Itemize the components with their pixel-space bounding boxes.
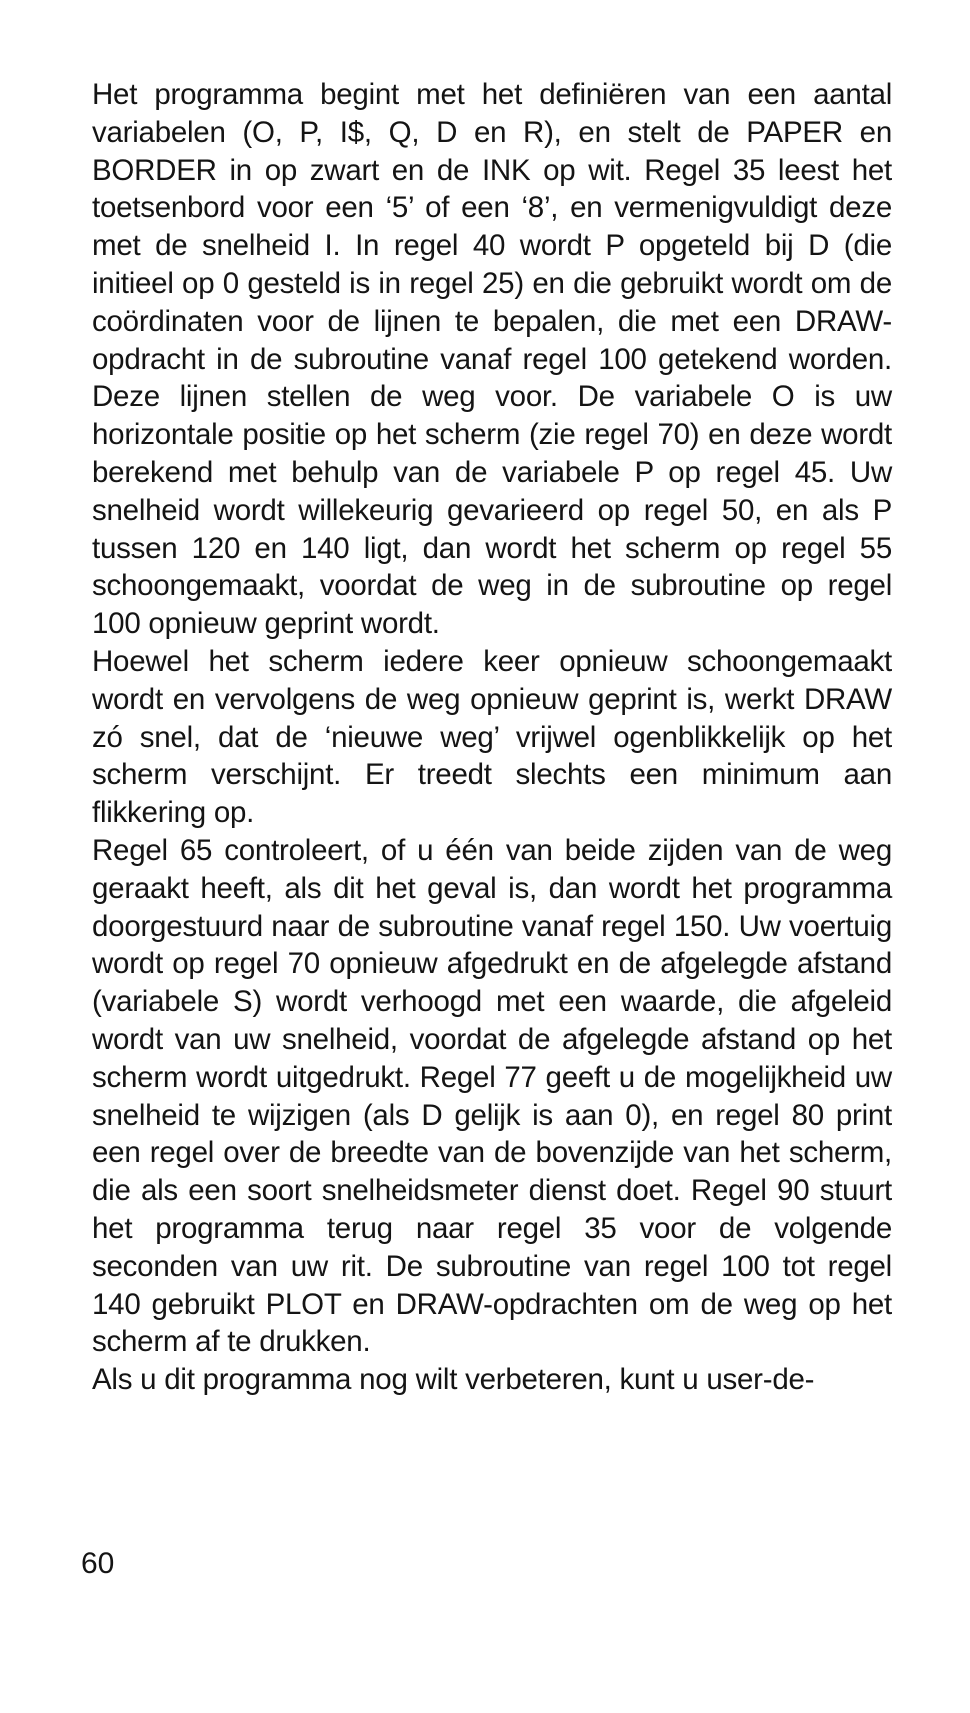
paragraph-improvements: Als u dit programma nog wilt verbeteren, kunt u user-de-	[92, 1363, 815, 1397]
page-number: 60	[81, 1547, 115, 1580]
body-text	[92, 76, 892, 1399]
paragraph-line-explanations: Regel 65 controleert, of u één van beide zijden van de weg geraakt heeft, als dit het geval is, dan wordt het programma doorgestuurd naar de subroutine vanaf regel 150. Uw voertuig wordt op regel 70 opnieuw afgedrukt en de afgelegde afstand (variabele S) wordt verhoogd met een waarde, die afgeleid wordt van uw snelheid, voordat de afgelegde afstand op het scherm wordt uitgedrukt. Regel 77 geeft u de mogelijkheid uw snelheid te wijzigen (als D gelijk is aan 0), en regel 80 print een regel over de breedte van de bovenzijde van het scherm, die als een soort snelheidsmeter dienst doet. Regel 90 stuurt het programma terug naar regel 35 voor de volgende seconden van uw rit. De subroutine van regel 100 tot regel 140 gebruikt PLOT en DRAW-opdrachten om de weg op het scherm af te drukken.	[92, 833, 892, 1359]
paragraph-screen-refresh: Hoewel het scherm iedere keer opnieuw schoongemaakt wordt en vervolgens de weg opnieuw geprint is, werkt DRAW zó snel, dat de ‘nieuwe weg’ vrijwel ogenblikkelijk op het scherm verschijnt. Er treedt slechts een minimum aan flikkering op.	[92, 644, 892, 830]
paragraph-program-description: Het programma begint met het definiëren van een aantal variabelen (O, P, I$, Q, D en R), en stelt de PAPER en BORDER in op zwart en de INK op wit. Regel 35 leest het toetsenbord voor een ‘5’ of een ‘8’, en vermenigvuldigt deze met de snelheid I. In regel 40 wordt P opgeteld bij D (die initieel op 0 gesteld is in regel 25) en die gebruikt wordt om de coördinaten voor de lijnen te bepalen, die met een DRAW-opdracht in de subroutine vanaf regel 100 getekend worden. Deze lijnen stellen de weg voor. De variabele O is uw horizontale positie op het scherm (zie regel 70) en deze wordt berekend met behulp van de variabele P op regel 45. Uw snelheid wordt willekeurig gevarieerd op regel 50, en als P tussen 120 en 140 ligt, dan wordt het scherm op regel 55 schoongemaakt, voordat de weg in de subroutine op regel 100 opnieuw geprint wordt.	[92, 78, 892, 641]
